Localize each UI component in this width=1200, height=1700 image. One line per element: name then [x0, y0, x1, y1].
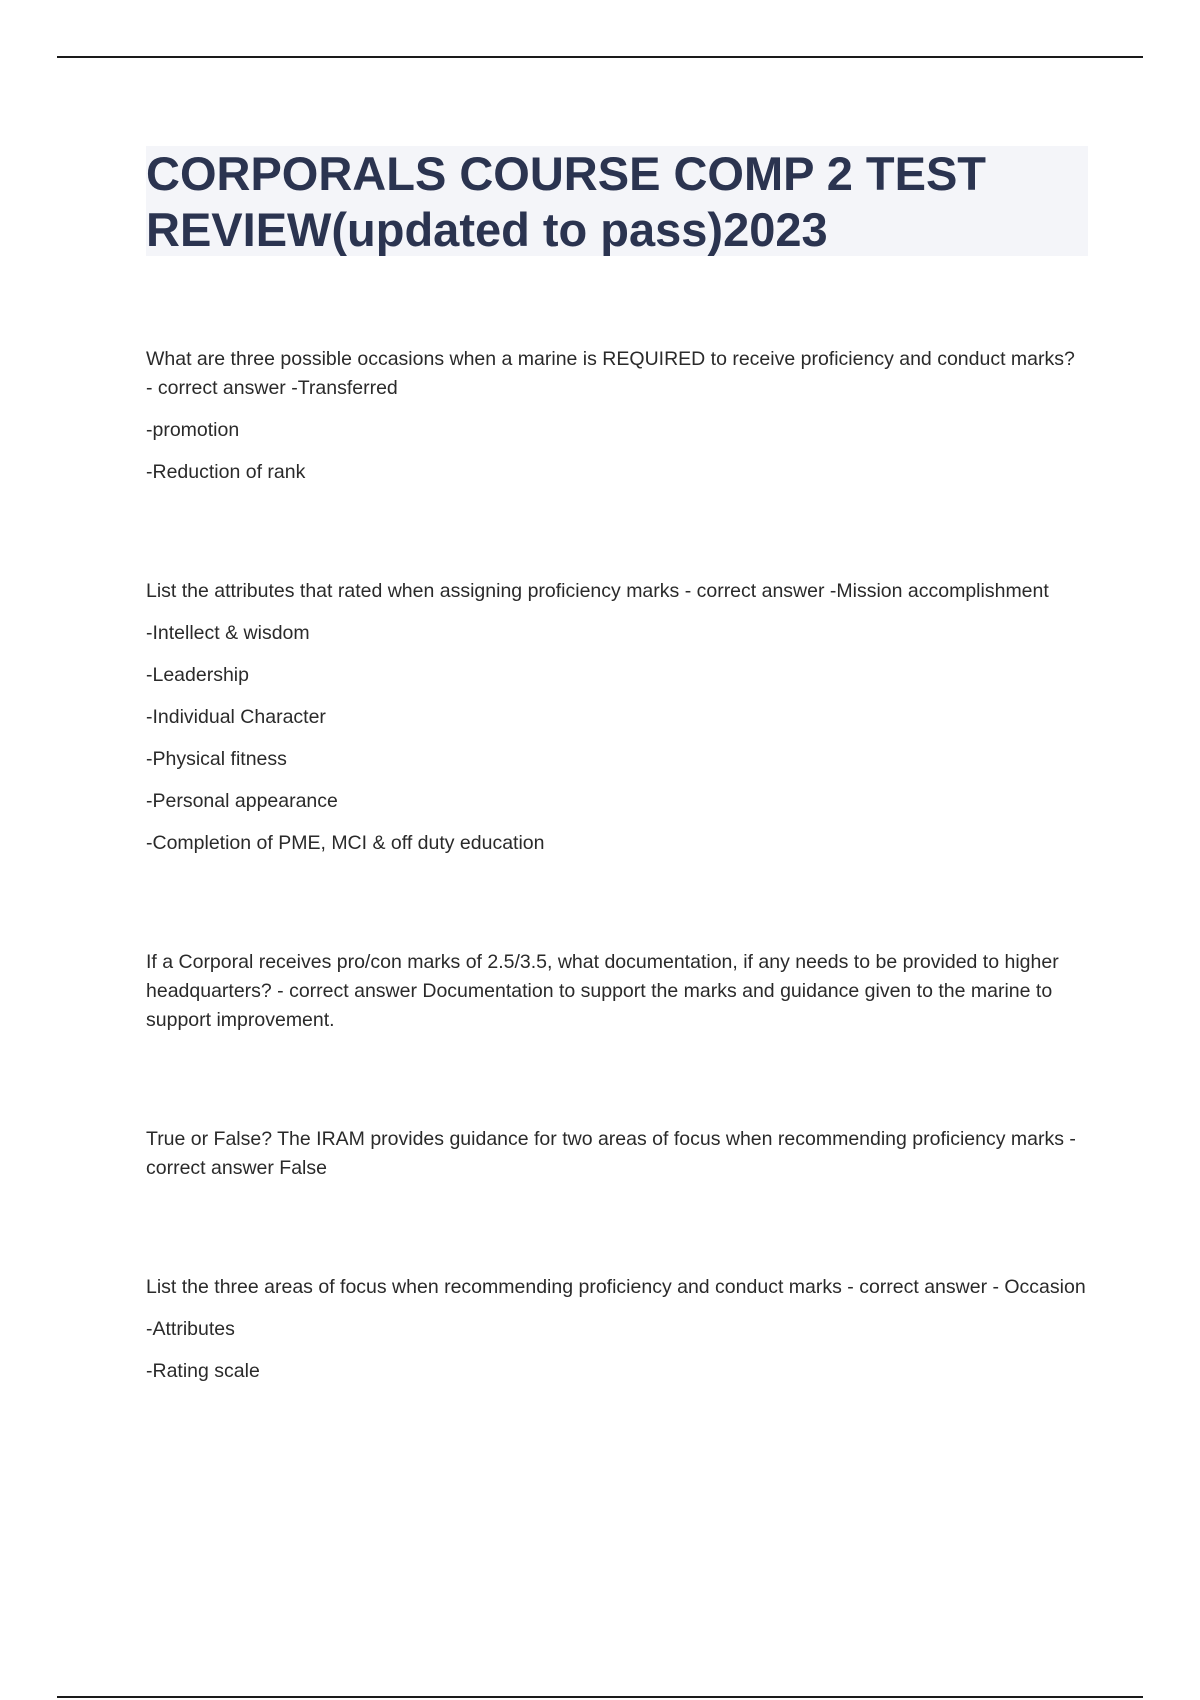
qa-question: True or False? The IRAM provides guidance for two areas of focus when recommending proficiency marks - correct answer False: [146, 1128, 1076, 1179]
top-rule: [57, 56, 1143, 58]
qa-item: [146, 577, 1086, 858]
qa-question: What are three possible occasions when a marine is REQUIRED to receive proficiency and conduct marks? - correct answer -Transferred: [146, 348, 1075, 399]
qa-answer-line: -Personal appearance: [146, 790, 338, 812]
qa-question: If a Corporal receives pro/con marks of 2.5/3.5, what documentation, if any needs to be provided to higher headquarters? - correct answer Documentation to support the marks and guidance given to the marine to support improvement.: [146, 951, 1059, 1031]
qa-answer-line: -promotion: [146, 419, 240, 441]
qa-answer-line: -Reduction of rank: [146, 461, 306, 483]
qa-question: List the attributes that rated when assigning proficiency marks - correct answer -Mission accomplishment: [146, 580, 1049, 602]
qa-question: List the three areas of focus when recommending proficiency and conduct marks - correct answer - Occasion: [146, 1276, 1086, 1298]
qa-answer-line: -Completion of PME, MCI & off duty education: [146, 832, 545, 854]
document-title: CORPORALS COURSE COMP 2 TEST REVIEW(updated to pass)2023: [146, 147, 987, 256]
title-block: [146, 146, 1088, 256]
qa-item: [146, 345, 1086, 487]
qa-answer-line: -Intellect & wisdom: [146, 622, 310, 644]
document-body: [146, 345, 1086, 1476]
qa-answer-line: -Individual Character: [146, 706, 326, 728]
qa-answer-line: -Leadership: [146, 664, 249, 686]
qa-item: [146, 1273, 1086, 1386]
qa-answer-line: -Rating scale: [146, 1360, 260, 1382]
bottom-rule: [57, 1696, 1143, 1698]
qa-answer-line: -Physical fitness: [146, 748, 287, 770]
qa-item: [146, 1125, 1086, 1183]
qa-answer-line: -Attributes: [146, 1318, 235, 1340]
qa-item: [146, 948, 1086, 1035]
